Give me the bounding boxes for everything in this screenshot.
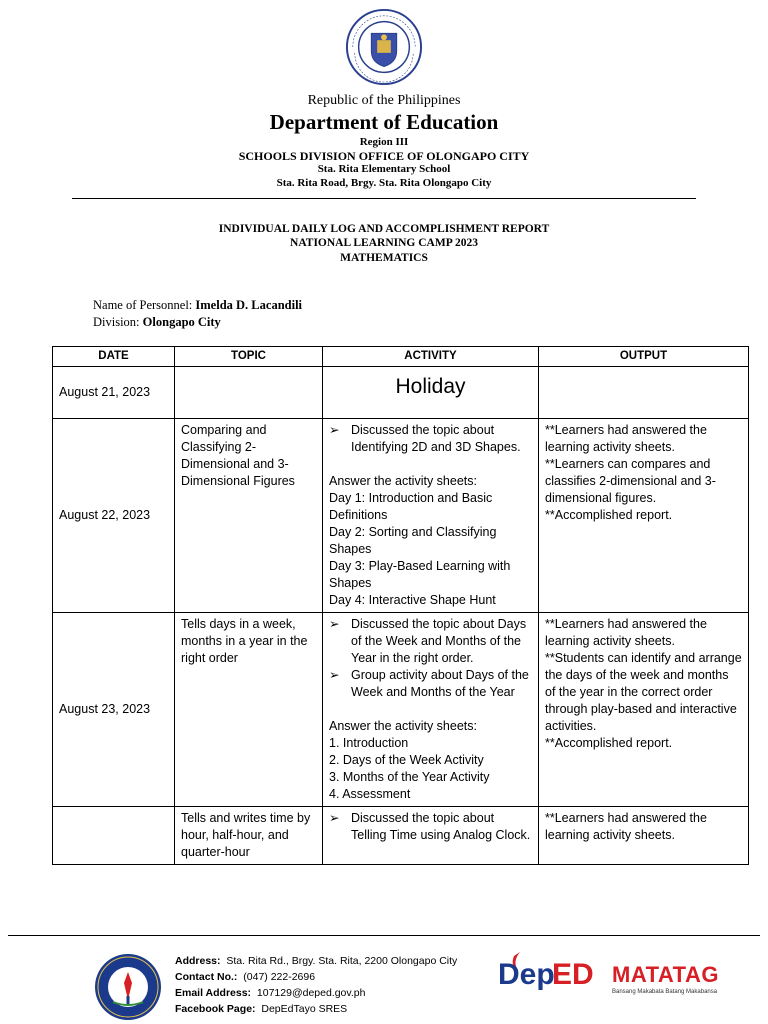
table-row: [53, 419, 749, 613]
row-activity: [323, 613, 539, 807]
personnel-name-line: [93, 298, 302, 313]
activity-sheet-item: Day 2: Sorting and Classifying Shapes: [329, 525, 497, 556]
deped-seal-logo: [345, 8, 423, 86]
personnel-division-line: [93, 315, 221, 330]
personnel-division-value: Olongapo City: [142, 315, 221, 329]
activity-sheet-item: Day 3: Play-Based Learning with Shapes: [329, 559, 511, 590]
activity-bullet-text: Discussed the topic about Telling Time using Analog Clock.: [351, 811, 531, 842]
row-date: August 21, 2023: [53, 367, 175, 419]
report-title-line3: MATHEMATICS: [340, 252, 428, 264]
matatag-logo: MATATAG: [612, 962, 719, 987]
header-topic: TOPIC: [175, 347, 323, 367]
department-heading: Department of Education: [269, 110, 499, 134]
report-title-line2: NATIONAL LEARNING CAMP 2023: [290, 237, 478, 249]
republic-heading: Republic of the Philippines: [307, 93, 461, 108]
school-address-heading: Sta. Rita Road, Brgy. Sta. Rita Olongapo City: [276, 177, 492, 189]
activity-bullet-text: Discussed the topic about Days of the Week and Months of the Year in the right order.: [351, 617, 527, 665]
report-title-line1: INDIVIDUAL DAILY LOG AND ACCOMPLISHMENT REPORT: [218, 223, 550, 235]
svg-text:ED: ED: [552, 958, 594, 991]
region-heading: Region III: [359, 136, 409, 148]
contact-label: Contact No.:: [175, 971, 238, 983]
row-topic: Comparing and Classifying 2-Dimensional and 3-Dimensional Figures: [175, 419, 323, 613]
row-topic: Tells days in a week, months in a year in the right order: [175, 613, 323, 807]
school-logo: [93, 952, 163, 1022]
arrow-bullet-icon: ➢: [329, 668, 340, 682]
email-value: 107129@deped.gov.ph: [256, 987, 366, 999]
activity-bullet-text: Discussed the topic about Identifying 2D and 3D Shapes.: [351, 423, 521, 454]
arrow-bullet-icon: ➢: [329, 423, 340, 437]
row-topic: [175, 367, 323, 419]
division-office-heading: SCHOOLS DIVISION OFFICE OF OLONGAPO CITY: [238, 149, 530, 163]
table-row: [53, 367, 749, 419]
table-header-row: [53, 347, 749, 367]
activity-sheet-item: 2. Days of the Week Activity: [329, 753, 484, 767]
row-date: August 22, 2023: [53, 419, 175, 613]
personnel-name-label: Name of Personnel:: [93, 298, 193, 312]
row-activity: [323, 419, 539, 613]
footer-facebook: [175, 1003, 347, 1015]
footer-email: [175, 987, 365, 999]
activity-sheet-item: 4. Assessment: [329, 787, 411, 801]
table-row: [53, 613, 749, 807]
activity-sheet-item: Day 1: Introduction and Basic Definitions: [329, 491, 493, 522]
activity-sheet-item: 3. Months of the Year Activity: [329, 770, 490, 784]
row-date: [53, 807, 175, 865]
deped-logo: [498, 948, 598, 998]
activity-bullet: [329, 422, 532, 456]
facebook-value: DepEdTayo SRES: [261, 1003, 348, 1015]
row-output: [539, 807, 749, 865]
matatag-subtitle: Bansang Makabata Batang Makabansa: [612, 989, 718, 995]
activity-bullet: [329, 810, 532, 844]
email-label: Email Address:: [175, 987, 252, 999]
activity-sheet-item: Day 4: Interactive Shape Hunt: [329, 593, 496, 607]
footer-address: [175, 955, 457, 967]
header-output: OUTPUT: [539, 347, 749, 367]
header-date: DATE: [53, 347, 175, 367]
row-activity: [323, 367, 539, 419]
activity-bullet: [329, 667, 532, 701]
output-item: **Learners had answered the learning activity sheets.: [545, 811, 707, 842]
row-output: [539, 367, 749, 419]
row-output: [539, 613, 749, 807]
daily-log-table: [52, 346, 749, 865]
activity-bullet: [329, 616, 532, 667]
activity-bullet-text: Group activity about Days of the Week and Months of the Year: [351, 668, 529, 699]
school-heading: Sta. Rita Elementary School: [317, 163, 451, 175]
footer-divider: [8, 935, 760, 936]
contact-value: (047) 222-2696: [243, 971, 316, 983]
activity-sheet-item: 1. Introduction: [329, 736, 409, 750]
arrow-bullet-icon: ➢: [329, 811, 340, 825]
holiday-label: Holiday: [395, 375, 466, 398]
svg-text:Dep: Dep: [498, 958, 555, 991]
footer-contact: [175, 971, 315, 983]
facebook-label: Facebook Page:: [175, 1003, 256, 1015]
output-item: **Learners can compares and classifies 2-dimensional and 3-dimensional figures.: [545, 457, 716, 505]
row-topic: Tells and writes time by hour, half-hour, and quarter-hour: [175, 807, 323, 865]
row-date: August 23, 2023: [53, 613, 175, 807]
header-divider: [72, 198, 696, 199]
activity-sheets-intro: Answer the activity sheets:: [329, 474, 477, 488]
address-value: Sta. Rita Rd., Brgy. Sta. Rita, 2200 Olongapo City: [226, 955, 458, 967]
activity-sheets-intro: Answer the activity sheets:: [329, 719, 477, 733]
row-output: [539, 419, 749, 613]
output-item: **Accomplished report.: [545, 736, 673, 750]
personnel-division-label: Division:: [93, 315, 140, 329]
output-item: **Learners had answered the learning activity sheets.: [545, 423, 707, 454]
output-item: **Students can identify and arrange the days of the week and months of the year in the correct order through play-based and interactive activities.: [545, 651, 742, 733]
row-activity: [323, 807, 539, 865]
table-row: [53, 807, 749, 865]
personnel-name-value: Imelda D. Lacandili: [195, 298, 303, 312]
address-label: Address:: [175, 955, 221, 967]
header-activity: ACTIVITY: [323, 347, 539, 367]
arrow-bullet-icon: ➢: [329, 617, 340, 631]
output-item: **Learners had answered the learning activity sheets.: [545, 617, 707, 648]
output-item: **Accomplished report.: [545, 508, 673, 522]
